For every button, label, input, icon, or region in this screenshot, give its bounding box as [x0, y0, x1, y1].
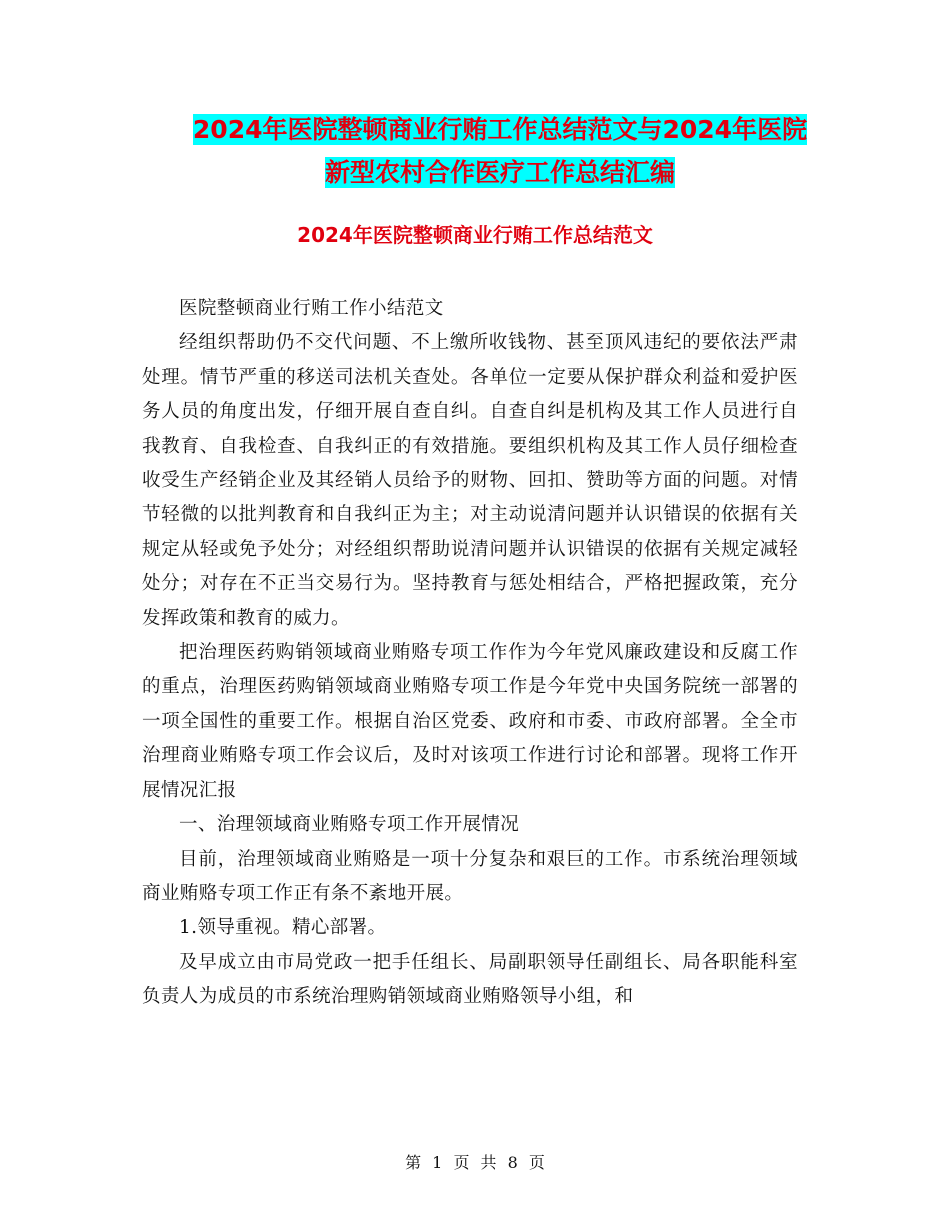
paragraph: 1.领导重视。精心部署。: [179, 917, 387, 939]
document-title-line2: 新型农村合作医疗工作总结汇编: [324, 158, 675, 187]
paragraph: 及早成立由市局党政一把手任组长、局副职领导任副组长、局各职能科室负责人为成员的市系统治理购销领域商业贿赂领导小组，和: [142, 951, 798, 1008]
paragraph: 经组织帮助仍不交代问题、不上缴所收钱物、甚至顶风违纪的要依法严肃处理。情节严重的移送司法机关查处。各单位一定要从保护群众利益和爱护医务人员的角度出发，仔细开展自查自纠。自查自纠是机构及其工作人员进行自我教育、自我检查、自我纠正的有效措施。要组织机构及其工作人员仔细检查收受生产经销企业及其经销人员给予的财物、回扣、赞助等方面的问题。对情节轻微的以批判教育和自我纠正为主；对主动说清问题并认识错误的依据有关规定从轻或免予处分；对经组织帮助说清问题并认识错误的依据有关规定减轻处分；对存在不正当交易行为。坚持教育与惩处相结合，严格把握政策，充分发挥政策和教育的威力。: [142, 332, 798, 629]
page-footer: 第 1 页 共 8 页: [405, 1153, 545, 1172]
paragraph: 目前，治理领域商业贿赂是一项十分复杂和艰巨的工作。市系统治理领域商业贿赂专项工作正有条不紊地开展。: [142, 848, 798, 904]
paragraph: 医院整顿商业行贿工作小结范文: [179, 298, 444, 319]
section-title: 2024年医院整顿商业行贿工作总结范文: [297, 223, 653, 247]
document-body: [142, 292, 798, 1015]
document-title: [140, 108, 860, 194]
paragraph: 一、治理领域商业贿赂专项工作开展情况: [179, 814, 520, 836]
document-title-line1: 2024年医院整顿商业行贿工作总结范文与2024年医院: [192, 115, 808, 144]
paragraph: 把治理医药购销领域商业贿赂专项工作作为今年党风廉政建设和反腐工作的重点，治理医药购销领域商业贿赂专项工作是今年党中央国务院统一部署的一项全国性的重要工作。根据自治区党委、政府和市委、市政府部署。全全市治理商业贿赂专项工作会议后，及时对该项工作进行讨论和部署。现将工作开展情况汇报: [142, 642, 798, 801]
